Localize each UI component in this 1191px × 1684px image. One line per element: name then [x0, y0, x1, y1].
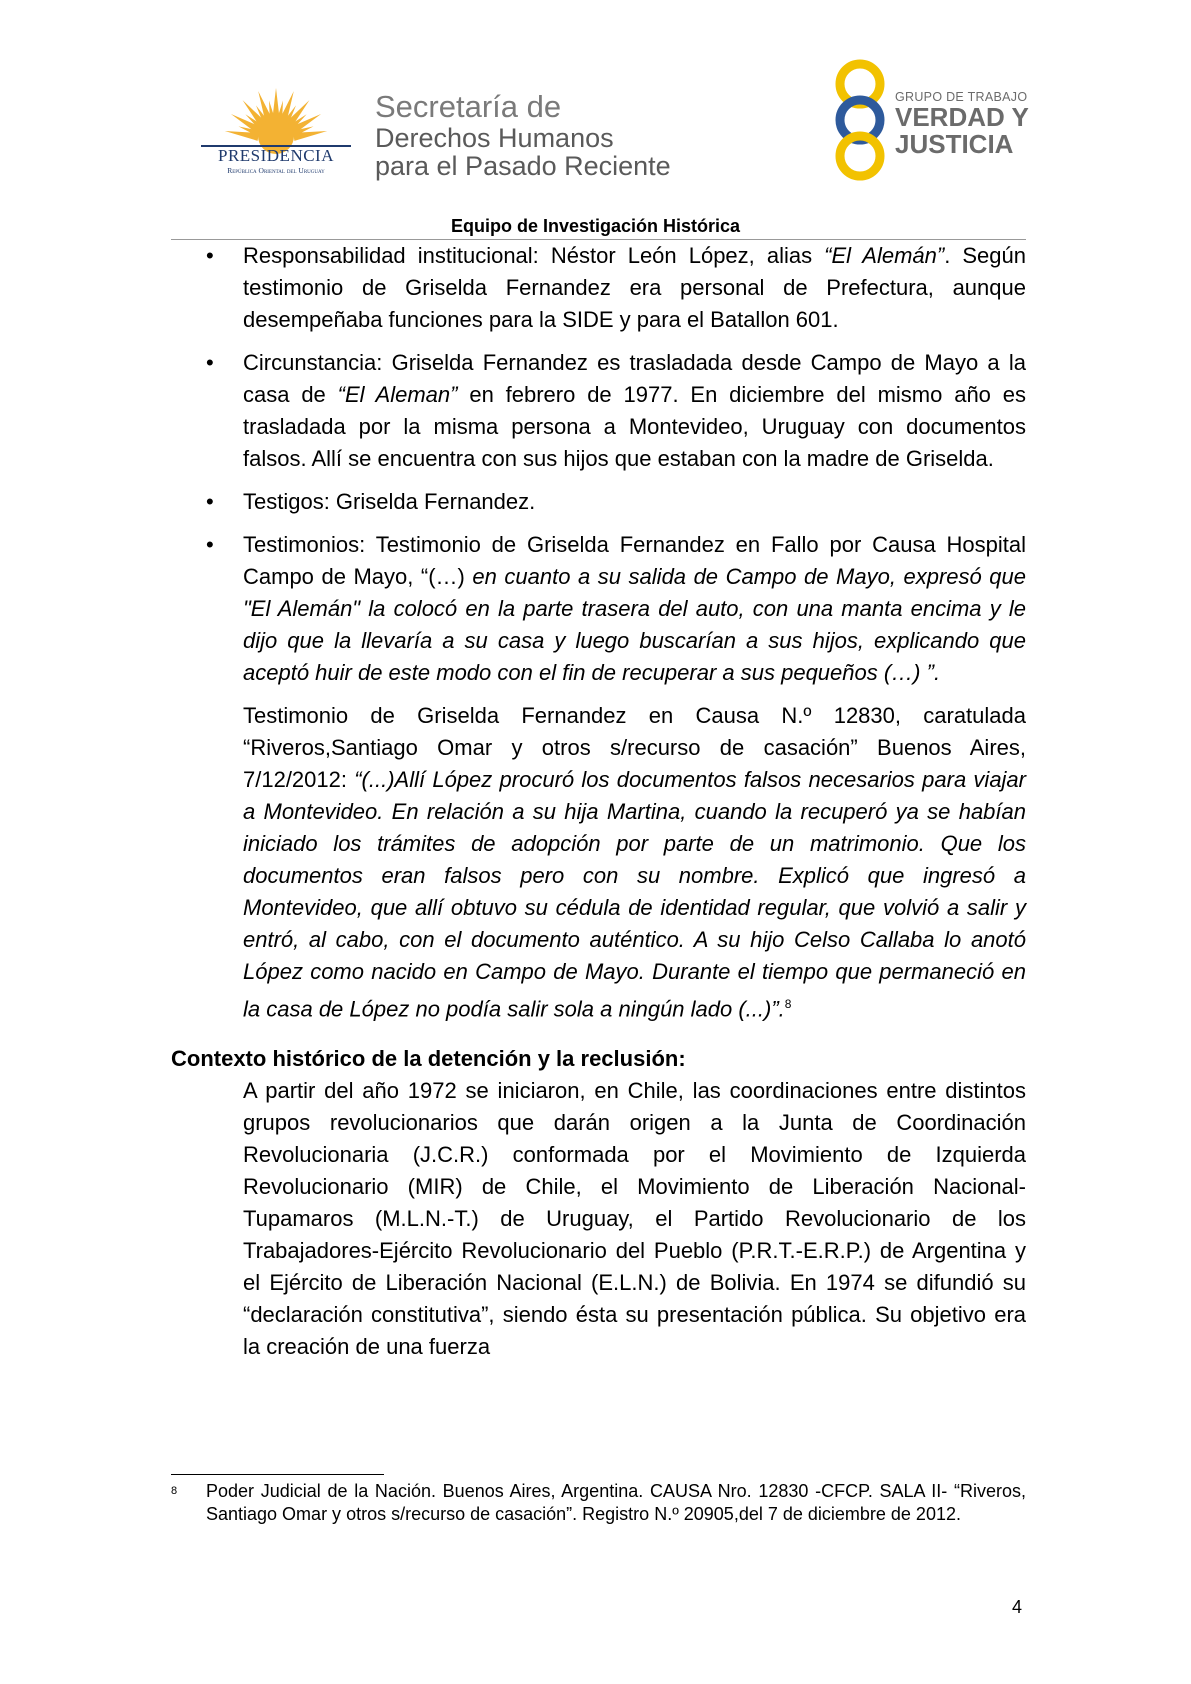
bullet-symbol: • [206, 489, 214, 514]
document-header [0, 0, 1191, 240]
bullet-italic: “El Aleman” [337, 382, 458, 407]
bullet-text: Responsabilidad institucional: Néstor León López, alias [243, 243, 825, 268]
testimony-causa-12830 [171, 700, 1026, 1025]
interlocking-rings-icon [820, 58, 900, 183]
bullet-italic: “El Alemán” [824, 243, 945, 268]
bullet-responsabilidad [171, 240, 1026, 336]
bullet-symbol: • [206, 350, 214, 375]
bullet-circunstancia [171, 347, 1026, 475]
bullet-text: en febrero de 1977. En diciembre del mismo año es trasladada por la misma persona a Montevideo, Uruguay con documentos falsos. Allí se encuentra con sus hijos que estaban con la madre de Griselda. [243, 382, 1026, 471]
bullet-symbol: • [206, 243, 214, 268]
footnote [171, 1480, 1026, 1526]
document-body [171, 240, 1026, 1363]
gtvj-logo-text [895, 90, 1029, 158]
section-heading: Contexto histórico de la detención y la reclusión: [171, 1046, 686, 1072]
bullet-text: Testigos: Griselda Fernandez. [243, 489, 536, 514]
bullet-symbol: • [206, 532, 214, 557]
testimony-quote: “(...)Allí López procuró los documentos falsos necesarios para viajar a Montevideo. En relación a su hija Martina, cuando la recuperó ya se habían iniciado los trámites de adopción por parte de un matrimonio. Que los documentos eran falsos pero con su nombre. Explicó que ingresó a Montevideo, que allí obtuvo su cédula de identidad regular, que volvió a salir y entró, al cabo, con el documento auténtico. A su hijo Celso Callaba lo anotó López como nacido en Campo de Mayo. Durante el tiempo que permaneció en la casa de López no podía salir sola a ningún lado (...)”. [243, 767, 1026, 1022]
bullet-italic: en cuanto a su salida de Campo de Mayo, expresó que "El Alemán" la colocó en la parte trasera del auto, con una manta encima y le dijo que la llevaría a su casa y luego buscarían a sus hijos, explicando que aceptó huir de este modo con el fin de recuperar a sus pequeños (…) ”. [243, 564, 1026, 685]
bullet-testimonios [171, 529, 1026, 689]
footnote-divider [171, 1474, 384, 1475]
bullet-text: . Según testimonio de Griselda Fernandez era personal de Prefectura, aunque desempeñaba funciones para la SIDE y para el Batallon 601. [243, 243, 1026, 332]
footnote-text: Poder Judicial de la Nación. Buenos Aires, Argentina. CAUSA Nro. 12830 -CFCP. SALA II- “Riveros, Santiago Omar y otros s/recurso de casación”. Registro N.º 20905,del 7 de diciembre de 2012. [206, 1481, 1026, 1524]
section-body: A partir del año 1972 se iniciaron, en Chile, las coordinaciones entre distintos grupos revolucionarios que darán origen a la Junta de Coordinación Revolucionaria (J.C.R.) conformada por el Movimiento de Izquierda Revolucionario (MIR) de Chile, el Movimiento de Liberación Nacional-Tupamaros (M.L.N.-T.) de Uruguay, el Partido Revolucionario de los Trabajadores-Ejército Revolucionario del Pueblo (P.R.T.-E.R.P.) de Argentina y el Ejército de Liberación Nacional (E.L.N.) de Bolivia. En 1974 se difundió su “declaración constitutiva”, siendo ésta su presentación pública. Su objetivo era la creación de una fuerza [243, 1078, 1026, 1360]
presidencia-subtitle: República Oriental del Uruguay [227, 166, 325, 175]
secretaria-logo-text [375, 90, 671, 180]
gtvj-small-text: GRUPO DE TRABAJO [895, 90, 1028, 104]
gtvj-line1: VERDAD Y [895, 102, 1029, 132]
bullet-testigos [171, 486, 1026, 518]
secretaria-line1: Secretaría de [375, 89, 562, 124]
bullet-text: Circunstancia: Griselda Fernandez es trasladada desde Campo de Mayo a la casa de [243, 350, 1026, 407]
secretaria-line3: para el Pasado Reciente [375, 151, 671, 181]
gtvj-line2: JUSTICIA [895, 129, 1014, 159]
footnote-number: 8 [171, 1485, 178, 1497]
testimony-text: Testimonio de Griselda Fernandez en Causa N.º 12830, caratulada “Riveros,Santiago Omar y otros s/recurso de casación” Buenos Aires, 7/12/2012: [243, 703, 1026, 792]
presidencia-name: PRESIDENCIA [217, 146, 334, 165]
secretaria-line2: Derechos Humanos [375, 123, 614, 153]
page-number: 4 [1012, 1597, 1023, 1617]
bullet-text: Testimonios: Testimonio de Griselda Fernandez en Fallo por Causa Hospital Campo de Mayo, “(…) [243, 532, 1026, 589]
footnote-reference[interactable]: 8 [784, 997, 792, 1011]
team-title: Equipo de Investigación Histórica [450, 216, 741, 236]
